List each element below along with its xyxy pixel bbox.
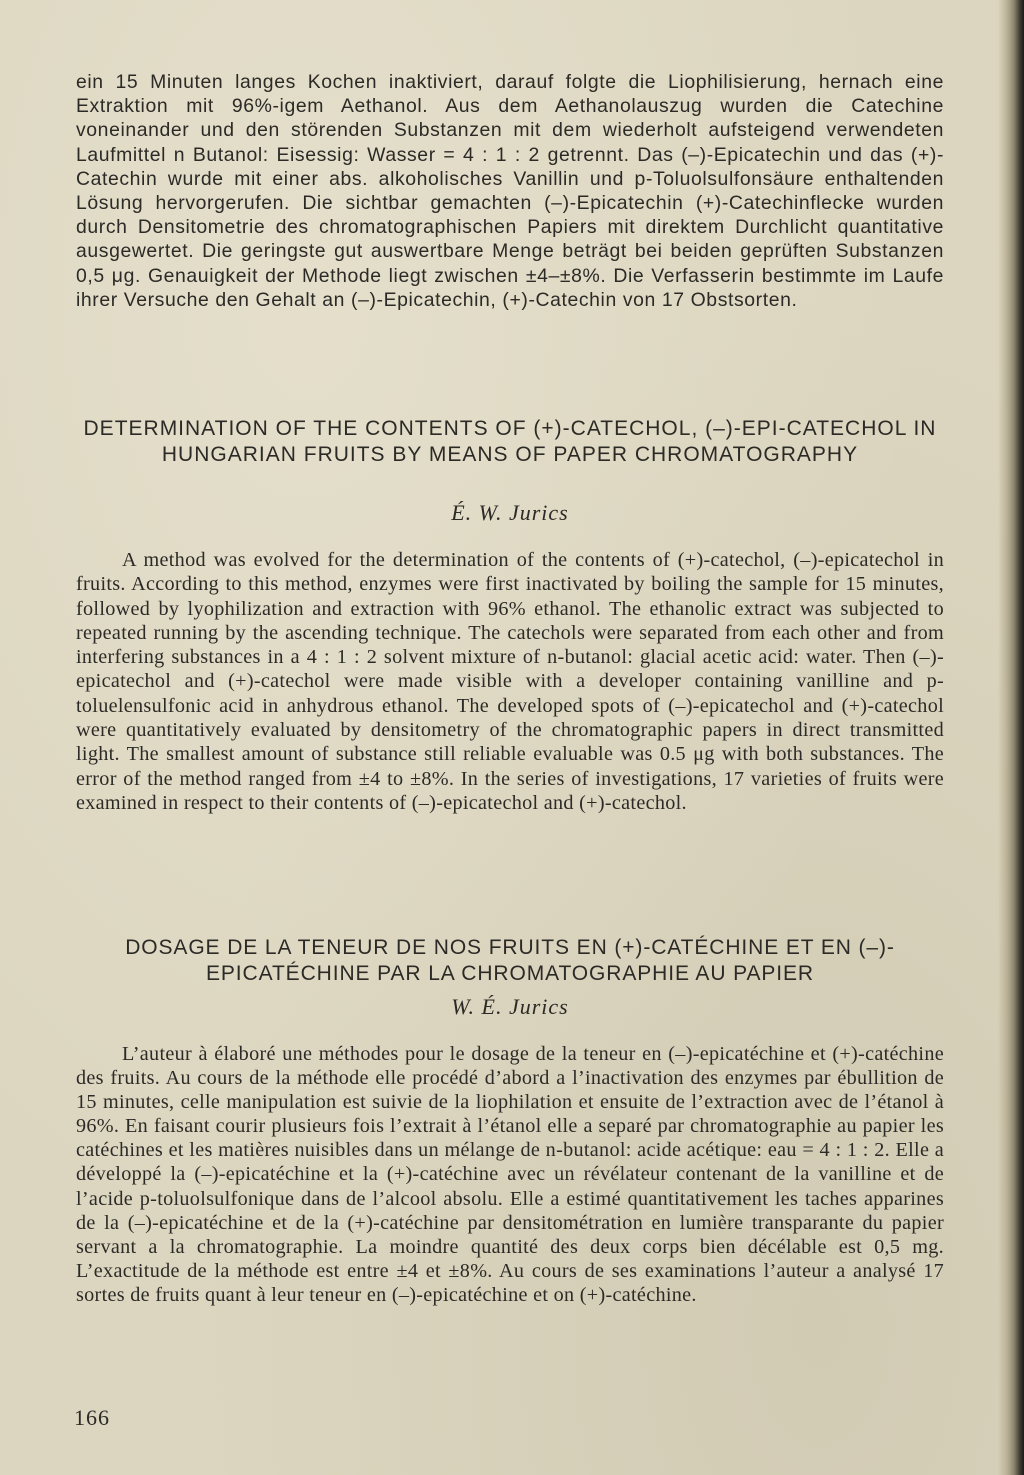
- french-section-author: [76, 994, 944, 1020]
- english-title-text: DETERMINATION OF THE CONTENTS OF (+)-CATECHOL, (–)-EPI-CATECHOL IN HUNGARIAN FRUITS BY MEANS OF PAPER CHROMATOGRAPHY: [83, 417, 937, 466]
- french-abstract-text: L’auteur à élaboré une méthodes pour le dosage de la teneur en (–)-epicatéchine et (+)-catéchine des fruits. Au cours de la méthode elle procédé d’abord a l’inactivation des enzymes par ébullition de 15 minutes, celle manipulation est suivie de la liophilation et ensuite de l’extraction avec de l’étanol à 96%. En faisant courir plusieurs fois l’extrait à l’étanol elle a separé par chromatographie au papier les catéchines et les matières nuisibles dans un mélange de n-butanol: acide acétique: eau = 4 : 1 : 2. Elle a développé la (–)-epicatéchine et la (+)-catéchine avec un révélateur contenant de la vanilline et de l’acide p-toluolsulfonique dans de l’alcool absolu. Elle a estimé quantitativement les taches apparines de la (–)-epicatéchine et de la (+)-catéchine par densitométration en lumière transparante du papier servant a la chromatographie. La moindre quantité des deux corps bien décélable est 0,5 mg. L’exactitude de la méthode est entre ±4 et ±8%. Au cours de ses examinations l’auteur a analysé 17 sortes de fruits quant à leur teneur en (–)-epicatéchine et on (+)-catéchine.: [76, 1043, 944, 1306]
- page-number: 166: [74, 1405, 110, 1430]
- book-spine-shadow: [998, 0, 1024, 1475]
- english-section-author: [76, 500, 944, 526]
- french-author-text: W. É. Jurics: [451, 994, 569, 1019]
- english-section-title: [76, 416, 944, 468]
- english-abstract: [76, 548, 944, 815]
- french-title-text: DOSAGE DE LA TENEUR DE NOS FRUITS EN (+)-CATÉCHINE ET EN (–)-EPICATÉCHINE PAR LA CHROMATOGRAPHIE AU PAPIER: [125, 936, 895, 985]
- german-abstract-text: ein 15 Minuten langes Kochen inaktiviert, darauf folgte die Liophilisierung, hernach eine Extraktion mit 96%-igem Aethanol. Aus dem Aethanolauszug wurden die Catechine voneinander und den störenden Substanzen mit dem wiederholt aufsteigend verwendeten Laufmittel n Butanol: Eisessig: Wasser = 4 : 1 : 2 getrennt. Das (–)-Epicatechin und das (+)-Catechin wurde mit einer abs. alkoholisches Vanillin und p-Toluolsulfonsäure enthaltenden Lösung hervorgerufen. Die sichtbar gemachten (–)-Epicatechin (+)-Catechinflecke wurden durch Densitometrie des chromatographischen Papiers mit direktem Durchlicht quantitative ausgewertet. Die geringste gut auswertbare Menge beträgt bei beiden geprüften Substanzen 0,5 μg. Genauigkeit der Methode liegt zwischen ±4–±8%. Die Verfasserin bestimmte im Laufe ihrer Versuche den Gehalt an (–)-Epicatechin, (+)-Catechin von 17 Obstsorten.: [76, 71, 944, 311]
- english-author-text: É. W. Jurics: [451, 500, 569, 525]
- german-abstract: [76, 70, 944, 312]
- french-section-title: [76, 935, 944, 987]
- french-abstract: [76, 1042, 944, 1307]
- english-abstract-text: A method was evolved for the determination of the contents of (+)-catechol, (–)-epicatechol in fruits. According to this method, enzymes were first inactivated by boiling the sample for 15 minutes, followed by lyophilization and extraction with 96% ethanol. The ethanolic extract was subjected to repeated running by the ascending technique. The catechols were separated from each other and from interfering substances in a 4 : 1 : 2 solvent mixture of n-butanol: glacial acetic acid: water. Then (–)-epicatechol and (+)-catechol were made visible with a developer containing vanilline and p-toluelensulfonic acid in anhydrous ethanol. The developed spots of (–)-epicatechol and (+)-catechol were quantitatively evaluated by densitometry of the chromatographic papers in direct transmitted light. The smallest amount of substance still reliable evaluable was 0.5 μg with both substances. The error of the method ranged from ±4 to ±8%. In the series of investigations, 17 varieties of fruits were examined in respect to their contents of (–)-epicatechol and (+)-catechol.: [76, 549, 944, 814]
